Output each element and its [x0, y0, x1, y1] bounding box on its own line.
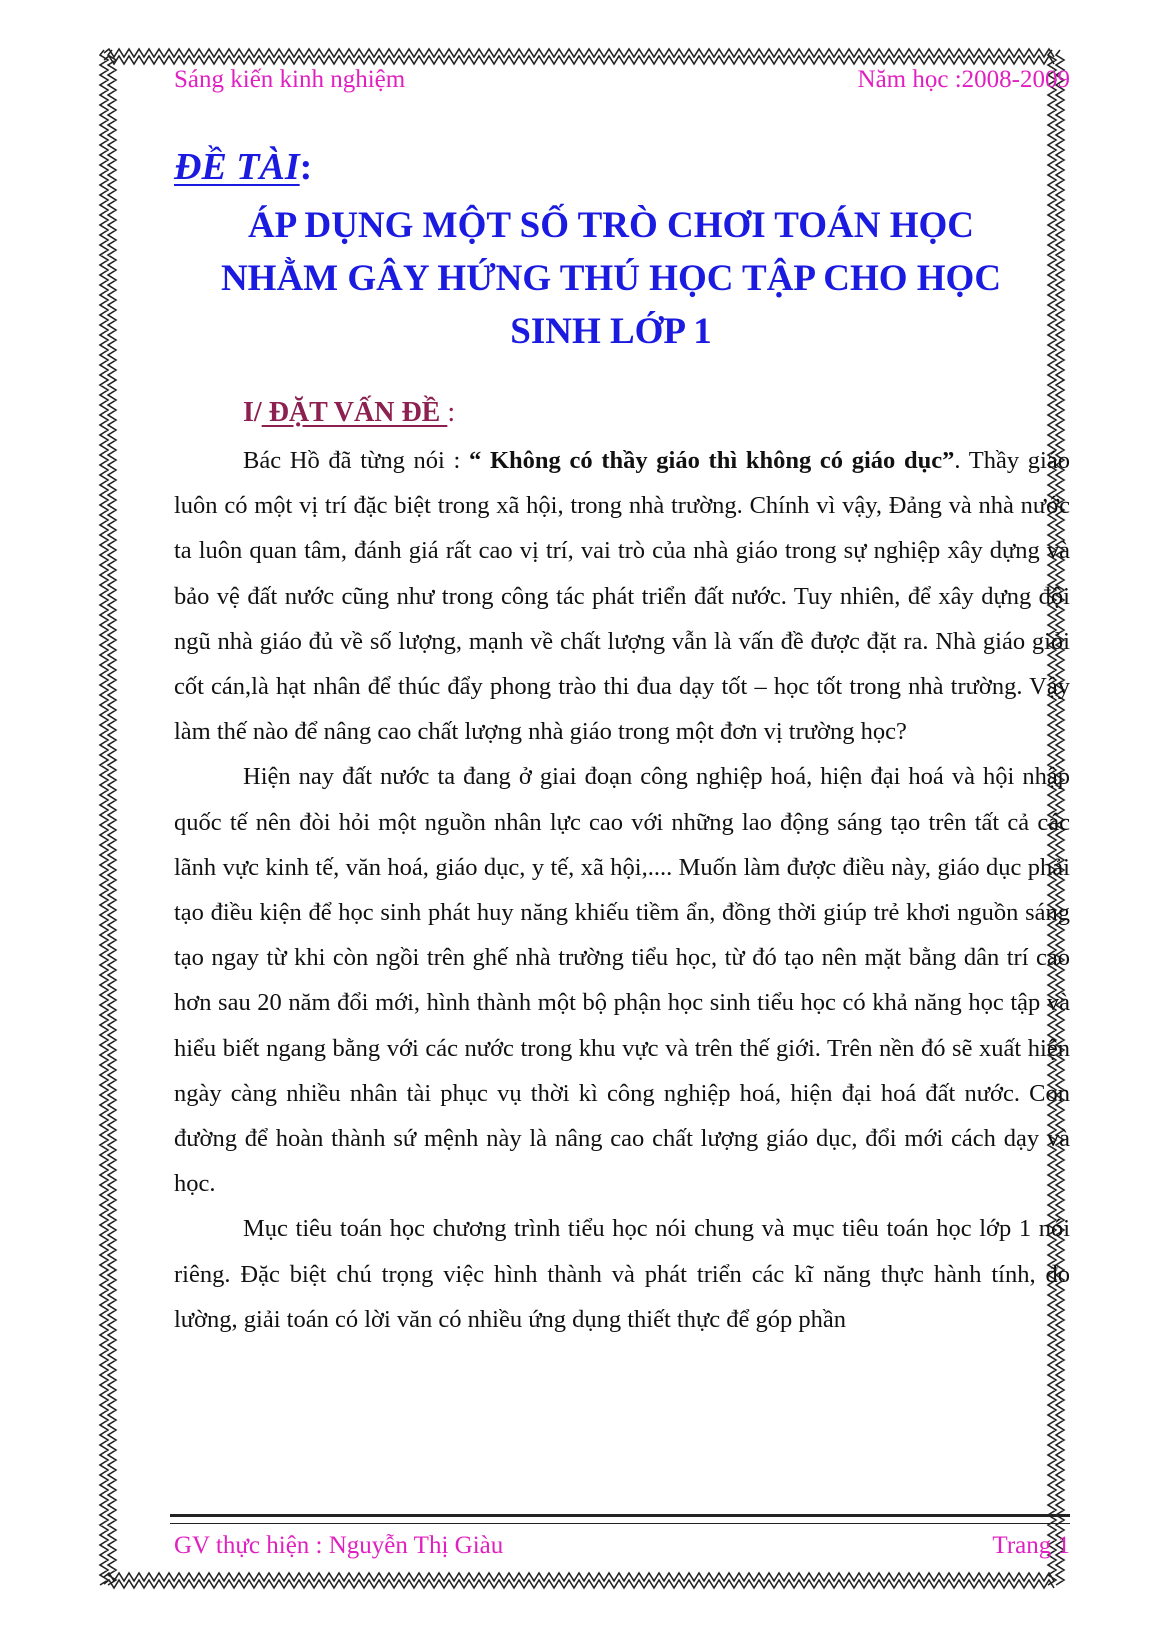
section-number: I/ [243, 397, 262, 428]
page-header [174, 66, 1070, 100]
header-school-year: Năm học :2008-2009 [857, 66, 1070, 93]
topic-label: ĐỀ TÀI [174, 146, 300, 188]
paragraph-3: Mục tiêu toán học chương trình tiểu học nói chung và mục tiêu toán học lớp 1 nói riêng. Đặc biệt chú trọng việc hình thành và phát triển các kĩ năng thực hành tính, đo lường, giải toán có lời văn có nhiều ứng dụng thiết thực để góp phần [174, 1215, 1070, 1333]
section-heading-text: ĐẶT VẤN ĐỀ [261, 397, 448, 428]
footer-divider [170, 1514, 1070, 1524]
paragraph-1-intro: Bác Hồ đã từng nói : [243, 447, 470, 474]
paragraph-1 [174, 438, 1070, 754]
paragraph-1-rest: . Thầy giáo luôn có một vị trí đặc biệt trong xã hội, trong nhà trường. Chính vì vậy, Đảng và nhà nước ta luôn quan tâm, đánh giá rất cao vị trí, vai trò của nhà giáo trong sự nghiệp xây dựng và bảo vệ đất nước cũng như trong công tác phát triển đất nước. Tuy nhiên, để xây dựng đội ngũ nhà giáo đủ về số lượng, mạnh về chất lượng vẫn là vấn đề được đặt ra. Nhà giáo giỏi cốt cán,là hạt nhân để thúc đẩy phong trào thi đua dạy tốt – học tốt trong nhà trường. Vậy làm thế nào để nâng cao chất lượng nhà giáo trong một đơn vị trường học? [174, 447, 1070, 746]
page-title: ÁP DỤNG MỘT SỐ TRÒ CHƠI TOÁN HỌC NHẰM GÂY HỨNG THÚ HỌC TẬP CHO HỌC SINH LỚP 1 [220, 205, 1002, 352]
topic-label-colon: : [299, 146, 313, 188]
footer-page-number: Trang 1 [992, 1532, 1070, 1559]
section-heading [243, 397, 455, 429]
body-text [174, 438, 1070, 1342]
paragraph-2: Hiện nay đất nước ta đang ở giai đoạn công nghiệp hoá, hiện đại hoá và hội nhập quốc tế nên đòi hỏi một nguồn nhân lực cao với những lao động sáng tạo trên tất cả các lãnh vực kinh tế, văn hoá, giáo dục, y tế, xã hội,.... Muốn làm được điều này, giáo dục phải tạo điều kiện để học sinh phát huy năng khiếu tiềm ẩn, đồng thời giúp trẻ khơi nguồn sáng tạo ngay từ khi còn ngồi trên ghế nhà trường tiểu học, từ đó tạo nên mặt bằng dân trí cao hơn sau 20 năm đổi mới, hình thành một bộ phận học sinh tiểu học có khả năng học tập và hiểu biết ngang bằng với các nước trong khu vực và trên thế giới. Trên nền đó sẽ xuất hiện ngày càng nhiều nhân tài phục vụ thời kì công nghiệp hoá, hiện đại hoá đất nước. Con đường để hoàn thành sứ mệnh này là nâng cao chất lượng giáo dục, đổi mới cách dạy và học. [174, 763, 1070, 1198]
page-footer [174, 1532, 1070, 1566]
header-document-type: Sáng kiến kinh nghiệm [174, 66, 406, 93]
title-block [174, 145, 1070, 358]
section-heading-colon: : [447, 397, 456, 428]
footer-author: GV thực hiện : Nguyễn Thị Giàu [174, 1532, 504, 1559]
paragraph-1-quote: “ Không có thầy giáo thì không có giáo dục” [469, 447, 955, 474]
